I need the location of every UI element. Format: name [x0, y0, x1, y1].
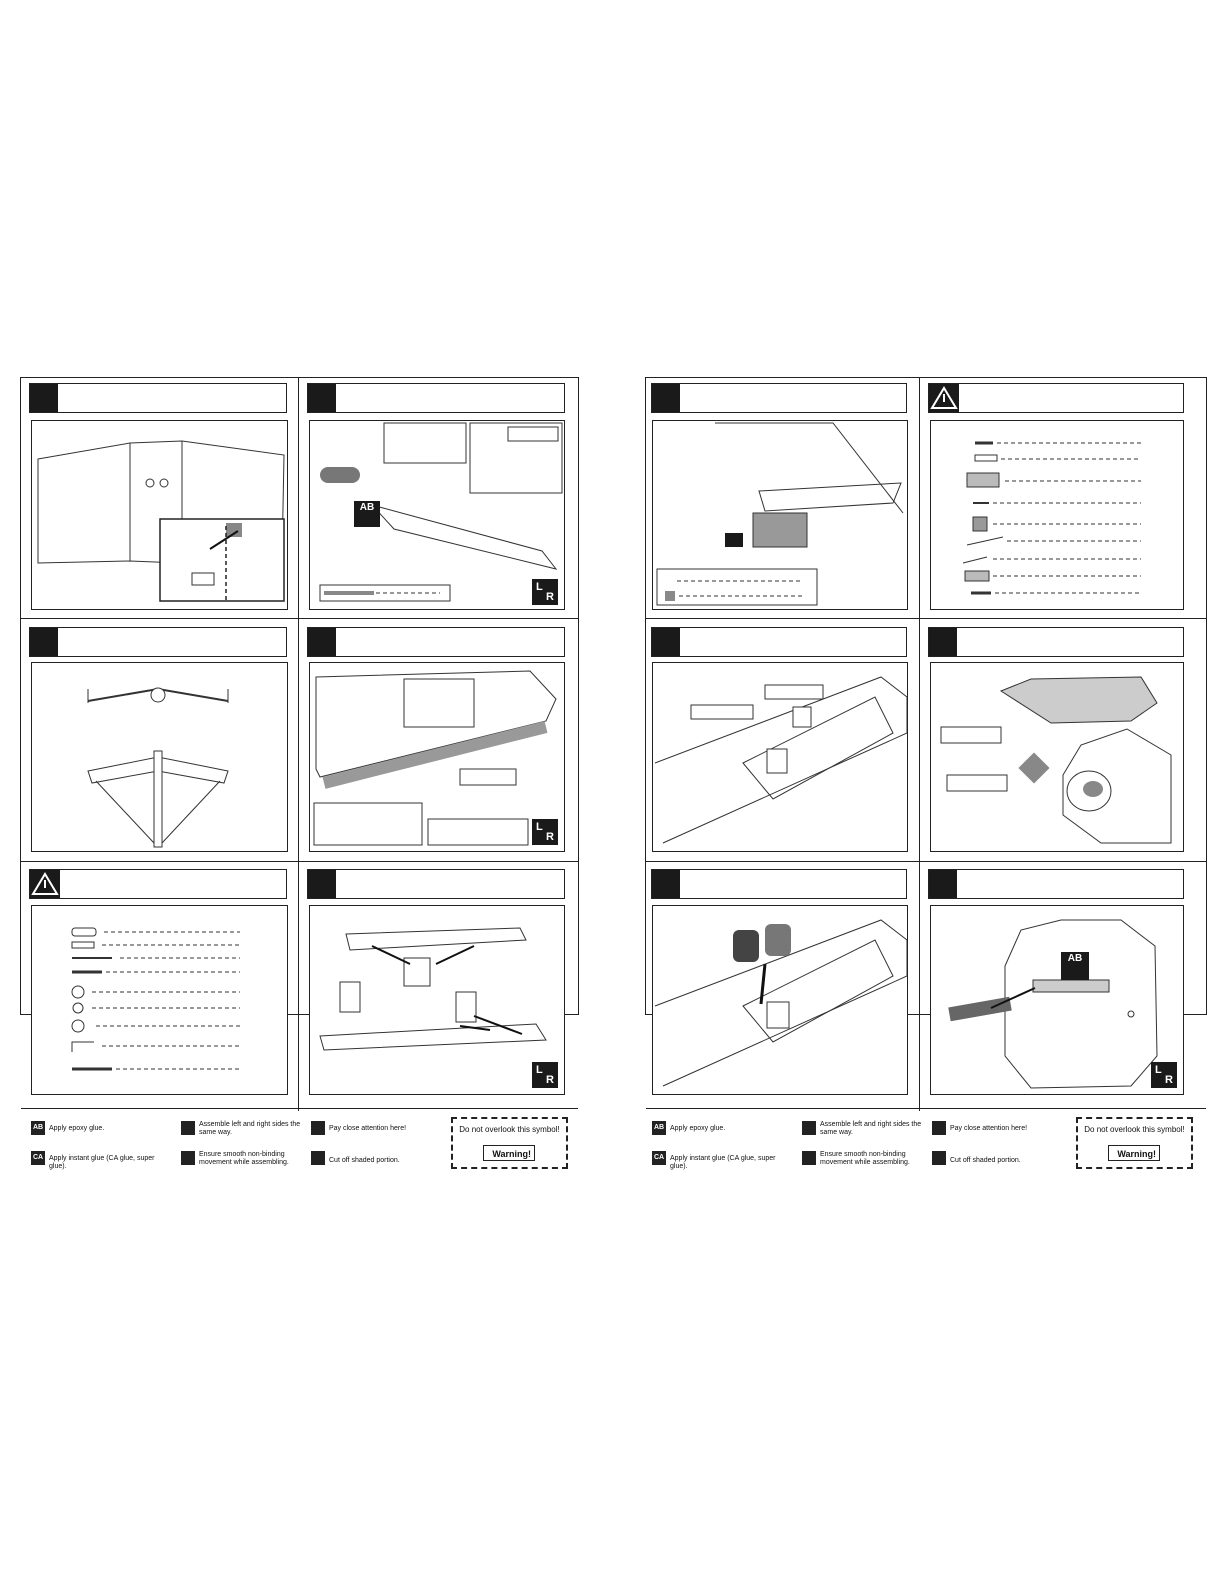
legend-attention: Pay close attention here!	[329, 1125, 407, 1132]
left-right-icon	[1151, 1062, 1177, 1088]
epoxy-glue-icon: AB	[31, 1121, 45, 1135]
legend-instant-glue: Apply instant glue (CA glue, super glue).	[49, 1155, 155, 1170]
tail-drawing	[310, 906, 565, 1095]
step-number-box	[652, 384, 680, 412]
step-header	[928, 627, 1184, 657]
legend-instant-glue: Apply instant glue (CA glue, super glue).	[670, 1155, 776, 1170]
step-number-box	[929, 628, 957, 656]
step-illustration-fuselage-servos	[652, 662, 908, 852]
cut-off-icon	[311, 1151, 325, 1165]
symbol-legend	[646, 1108, 1206, 1179]
warning-symbol-note	[1076, 1117, 1193, 1169]
symbol-legend	[21, 1108, 578, 1179]
step-illustration-servo-cover	[652, 420, 908, 610]
wing-servo-drawing	[32, 421, 288, 610]
epoxy-glue-icon: AB	[652, 1121, 666, 1135]
row-divider	[646, 618, 1206, 619]
aileron-drawing	[310, 663, 565, 852]
parts-list-panel	[31, 905, 288, 1095]
lr-letter-l: L	[536, 581, 543, 593]
legend-cutoff: Cut off shaded portion.	[950, 1157, 1021, 1164]
left-right-icon	[532, 579, 558, 605]
canopy-drawing	[931, 663, 1184, 852]
lr-letter-l: L	[536, 1064, 543, 1076]
column-divider	[298, 378, 299, 1111]
smooth-movement-icon	[802, 1151, 816, 1165]
step-header	[29, 627, 287, 657]
lr-letter-r: R	[546, 1074, 554, 1086]
step-number-box	[652, 870, 680, 898]
step-illustration-cowl	[930, 905, 1184, 1095]
step-illustration-wing-dihedral	[31, 662, 288, 852]
step-header	[651, 627, 907, 657]
parts-list-panel	[930, 420, 1184, 610]
step-header	[29, 383, 287, 413]
step-illustration-battery	[652, 905, 908, 1095]
attention-icon	[932, 1121, 946, 1135]
warning-header	[29, 869, 287, 899]
step-illustration-aileron	[309, 662, 565, 852]
legend-cutoff: Cut off shaded portion.	[329, 1157, 400, 1164]
warning-header	[928, 383, 1184, 413]
step-header	[928, 869, 1184, 899]
parts-list-drawing	[32, 906, 288, 1095]
warning-symbol-note	[451, 1117, 568, 1169]
cowl-drawing	[931, 906, 1184, 1095]
left-right-icon	[181, 1121, 195, 1135]
warning-label: Warning!	[1108, 1145, 1160, 1161]
step-number-box	[929, 870, 957, 898]
warning-triangle-icon	[30, 870, 60, 898]
cut-off-icon	[932, 1151, 946, 1165]
step-number-box	[30, 384, 58, 412]
step-number-box	[308, 870, 336, 898]
legend-lr-same: Assemble left and right sides the same way.	[820, 1121, 922, 1136]
attention-icon	[311, 1121, 325, 1135]
legend-epoxy: Apply epoxy glue.	[49, 1125, 105, 1132]
epoxy-glue-icon: AB	[354, 501, 380, 527]
column-divider	[919, 378, 920, 1111]
warning-label: Warning!	[483, 1145, 535, 1161]
left-right-icon	[532, 819, 558, 845]
wing-dihedral-drawing	[32, 663, 288, 852]
step-illustration-wing-servo	[31, 420, 288, 610]
step-header	[307, 627, 565, 657]
step-number-box	[30, 628, 58, 656]
row-divider	[21, 618, 578, 619]
hinge-glue-drawing	[310, 421, 565, 610]
step-number-box	[308, 628, 336, 656]
step-illustration-hinge-glue	[309, 420, 565, 610]
step-header	[307, 869, 565, 899]
step-illustration-canopy	[930, 662, 1184, 852]
lr-letter-r: R	[1165, 1074, 1173, 1086]
left-right-icon	[532, 1062, 558, 1088]
step-header	[651, 869, 907, 899]
lr-letter-r: R	[546, 591, 554, 603]
servo-cover-drawing	[653, 421, 908, 610]
row-divider	[646, 861, 1206, 862]
step-header	[651, 383, 907, 413]
ca-glue-icon: CA	[31, 1151, 45, 1165]
ca-glue-icon: CA	[652, 1151, 666, 1165]
step-header	[307, 383, 565, 413]
lr-letter-r: R	[546, 831, 554, 843]
step-number-box	[308, 384, 336, 412]
left-instruction-sheet	[20, 377, 579, 1170]
step-number-box	[652, 628, 680, 656]
step-illustration-tail	[309, 905, 565, 1095]
row-divider	[21, 861, 578, 862]
lr-letter-l: L	[1155, 1064, 1162, 1076]
overlook-note: Do not overlook this symbol!	[459, 1125, 560, 1134]
warning-triangle-icon	[929, 384, 959, 412]
lr-letter-l: L	[536, 821, 543, 833]
right-instruction-sheet	[645, 377, 1207, 1170]
legend-lr-same: Assemble left and right sides the same way.	[199, 1121, 301, 1136]
smooth-movement-icon	[181, 1151, 195, 1165]
legend-smooth: Ensure smooth non-binding movement while assembling.	[820, 1151, 910, 1166]
parts-list-drawing	[931, 421, 1184, 610]
overlook-note: Do not overlook this symbol!	[1084, 1125, 1185, 1134]
legend-smooth: Ensure smooth non-binding movement while assembling.	[199, 1151, 289, 1166]
epoxy-glue-icon: AB	[1061, 952, 1089, 980]
legend-attention: Pay close attention here!	[950, 1125, 1028, 1132]
fuselage-servos-drawing	[653, 663, 908, 852]
battery-drawing	[653, 906, 908, 1095]
left-right-icon	[802, 1121, 816, 1135]
legend-epoxy: Apply epoxy glue.	[670, 1125, 726, 1132]
